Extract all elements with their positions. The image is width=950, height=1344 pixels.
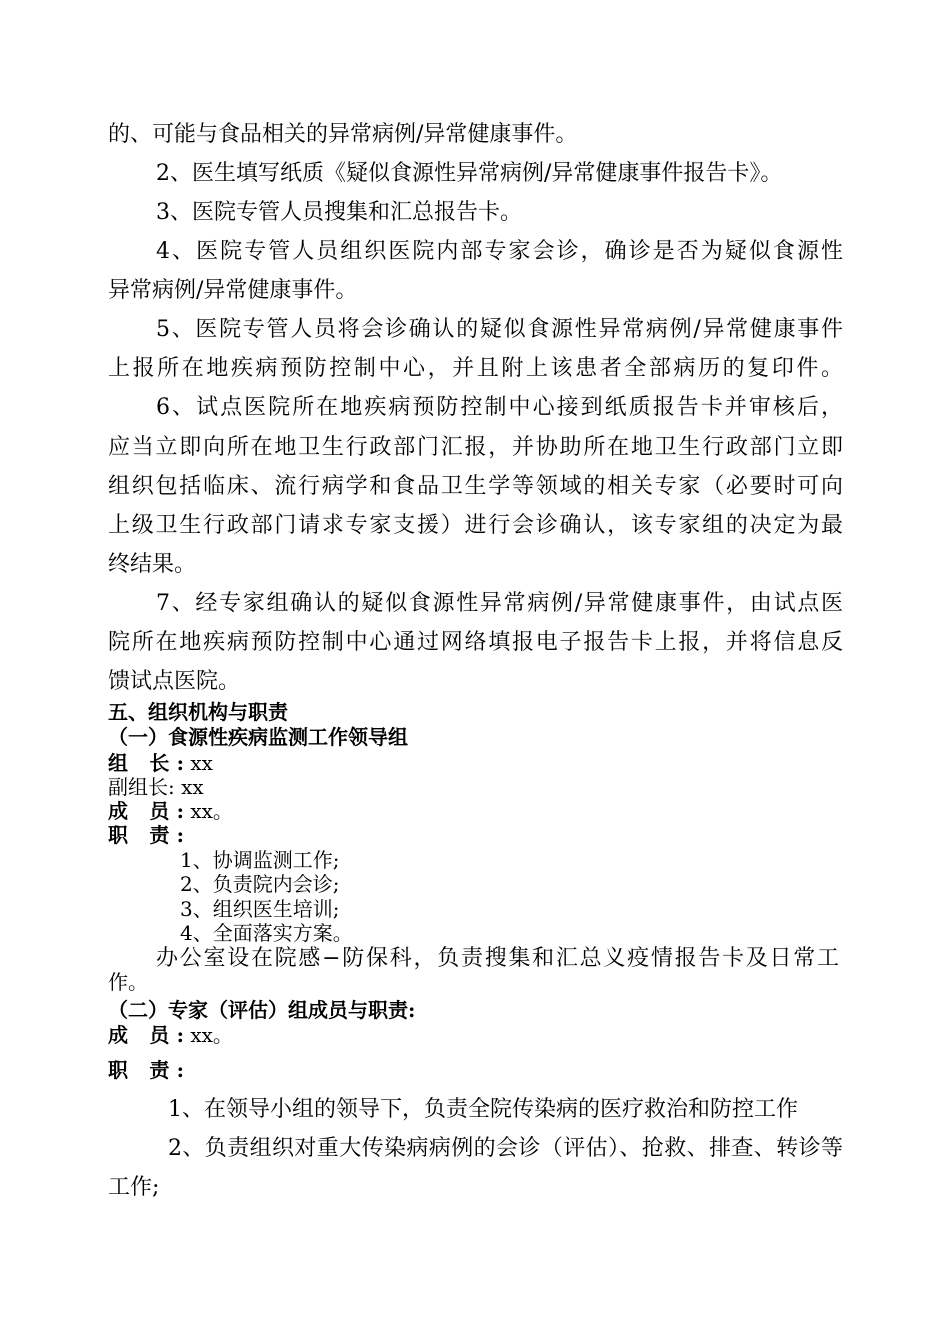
section-heading: 五、组织机构与职责 xyxy=(108,700,288,724)
paragraph-line: 3、医院专管人员搜集和汇总报告卡。 xyxy=(156,200,522,225)
office-line: 办公室设在院感−防保科，负责搜集和汇总义疫情报告卡及日常工 xyxy=(156,946,839,971)
deputy-label: 副组长: xyxy=(108,775,175,799)
list-item: 1、协调监测工作; xyxy=(180,848,340,872)
paragraph-line: 应当立即向所在地卫生行政部门汇报，并协助所在地卫生行政部门立即 xyxy=(108,435,843,460)
paragraph-line: 的、可能与食品相关的异常病例/异常健康事件。 xyxy=(108,122,578,147)
paragraph-line: 4、医院专管人员组织医院内部专家会诊，确诊是否为疑似食源性 xyxy=(156,239,843,264)
paragraph-line: 上报所在地疾病预防控制中心，并且附上该患者全部病历的复印件。 xyxy=(108,356,843,381)
member-row xyxy=(108,799,843,823)
deputy-value: xx xyxy=(181,775,204,799)
paragraph-line: 终结果。 xyxy=(108,552,197,577)
g2-member-label: 成 员: xyxy=(108,1023,184,1047)
g2-duty-label: 职 责: xyxy=(108,1058,184,1082)
g2-duty-item: 1、在领导小组的领导下，负责全院传染病的医疗救治和防控工作 xyxy=(168,1097,798,1122)
paragraph-line: 异常病例/异常健康事件。 xyxy=(108,278,358,303)
subsection-heading: （一）食源性疾病监测工作领导组 xyxy=(108,725,408,749)
paragraph-line: 院所在地疾病预防控制中心通过网络填报电子报告卡上报，并将信息反 xyxy=(108,630,843,655)
paragraph-line: 组织包括临床、流行病学和食品卫生学等领域的相关专家（必要时可向 xyxy=(108,474,843,499)
leader-value: xx xyxy=(190,751,213,775)
member-value: xx。 xyxy=(190,799,233,823)
leader-label: 组 长: xyxy=(108,751,184,775)
paragraph-line: 上级卫生行政部门请求专家支援）进行会诊确认，该专家组的决定为最 xyxy=(108,513,843,538)
paragraph-line: 2、医生填写纸质《疑似食源性异常病例/异常健康事件报告卡》。 xyxy=(156,161,783,186)
g2-duty-row xyxy=(108,1058,843,1082)
duty-row xyxy=(108,823,843,847)
list-item: 4、全面落实方案。 xyxy=(180,921,353,945)
subsection-heading: （二）专家（评估）组成员与职责: xyxy=(108,998,416,1022)
paragraph-line: 7、经专家组确认的疑似食源性异常病例/异常健康事件，由试点医 xyxy=(156,591,843,616)
paragraph-line: 5、医院专管人员将会诊确认的疑似食源性异常病例/异常健康事件 xyxy=(156,317,843,342)
list-item: 3、组织医生培训; xyxy=(180,897,340,921)
office-line: 作。 xyxy=(108,970,148,994)
leader-row xyxy=(108,751,843,775)
member-label: 成 员: xyxy=(108,799,184,823)
g2-duty-item: 2、负责组织对重大传染病病例的会诊（评估）、抢救、排查、转诊等 xyxy=(168,1136,843,1161)
paragraph-line: 6、试点医院所在地疾病预防控制中心接到纸质报告卡并审核后， xyxy=(156,395,843,420)
g2-duty-item: 工作; xyxy=(108,1175,160,1200)
g2-member-row xyxy=(108,1023,843,1047)
g2-member-value: xx。 xyxy=(190,1023,233,1047)
paragraph-line: 馈试点医院。 xyxy=(108,669,241,694)
list-item: 2、负责院内会诊; xyxy=(180,872,340,896)
duty-label: 职 责: xyxy=(108,823,184,847)
deputy-row xyxy=(108,775,843,799)
